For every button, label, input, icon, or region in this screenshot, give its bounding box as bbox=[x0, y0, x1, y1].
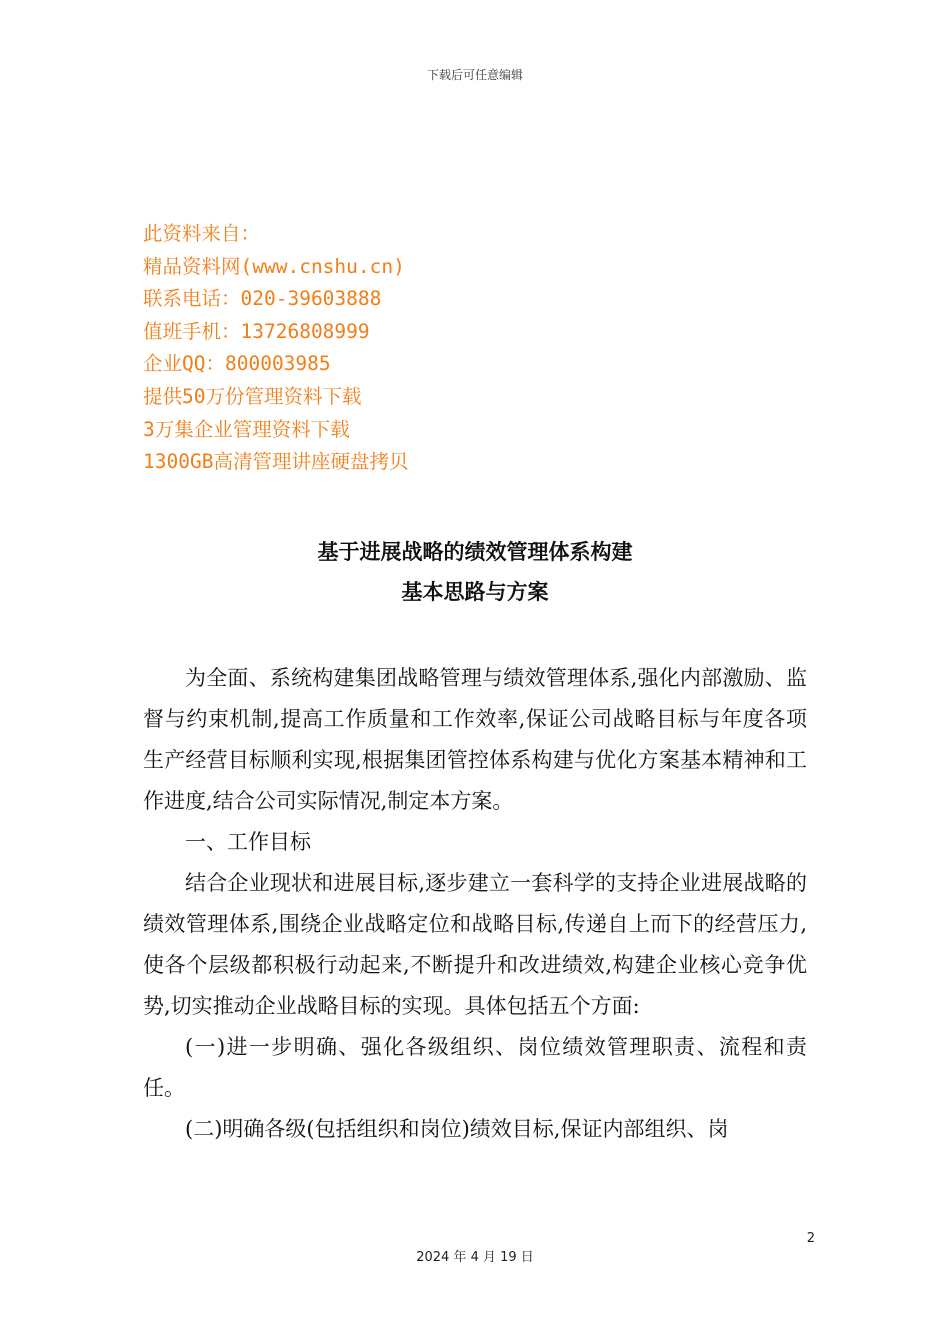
source-info-line: 精品资料网(www.cnshu.cn) bbox=[143, 254, 405, 278]
source-info-line: 联系电话：020-39603888 bbox=[143, 287, 382, 311]
title-line-1: 基于进展战略的绩效管理体系构建 bbox=[317, 540, 633, 564]
source-info-line: 3万集企业管理资料下载 bbox=[143, 417, 350, 441]
body-paragraph: (二)明确各级(包括组织和岗位)绩效目标,保证内部组织、岗 bbox=[185, 1117, 729, 1141]
title-line-2: 基本思路与方案 bbox=[401, 580, 549, 604]
body-paragraph: (一)进一步明确、强化各级组织、岗位绩效管理职责、流程和责任。 bbox=[143, 1035, 807, 1100]
section-heading: 一、工作目标 bbox=[185, 830, 311, 854]
footer-date: 2024 年 4 月 19 日 bbox=[416, 1250, 534, 1265]
document-body bbox=[143, 658, 807, 1150]
body-paragraph: 为全面、系统构建集团战略管理与绩效管理体系,强化内部激励、监督与约束机制,提高工作质量和工作效率,保证公司战略目标与年度各项生产经营目标顺利实现,根据集团管控体系构建与优化方案基本精神和工作进度,结合公司实际情况,制定本方案。 bbox=[143, 666, 807, 813]
header-note: 下载后可任意编辑 bbox=[426, 68, 523, 82]
source-info-line: 1300GB高清管理讲座硬盘拷贝 bbox=[143, 450, 409, 474]
source-info-line: 企业QQ：800003985 bbox=[143, 352, 331, 376]
source-info-block bbox=[143, 218, 783, 479]
source-info-line: 此资料来自： bbox=[143, 222, 261, 245]
page-number: 2 bbox=[806, 1231, 815, 1246]
document-title bbox=[0, 532, 950, 612]
source-info-line: 值班手机：13726808999 bbox=[143, 319, 370, 343]
source-info-line: 提供50万份管理资料下载 bbox=[143, 384, 362, 408]
body-paragraph: 结合企业现状和进展目标,逐步建立一套科学的支持企业进展战略的绩效管理体系,围绕企业战略定位和战略目标,传递自上而下的经营压力,使各个层级都积极行动起来,不断提升和改进绩效,构建企业核心竞争优势,切实推动企业战略目标的实现。具体包括五个方面: bbox=[143, 871, 807, 1018]
